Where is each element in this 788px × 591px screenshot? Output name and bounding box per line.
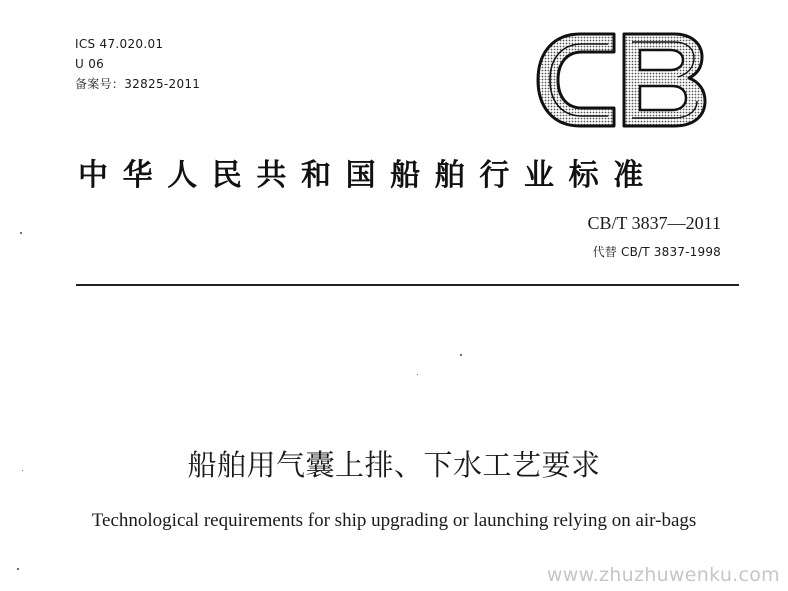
cb-standard-logo-icon [532, 30, 710, 130]
scan-speck [460, 354, 462, 356]
scan-speck [20, 232, 22, 234]
scan-speck [17, 568, 19, 570]
replaced-standard: 代替 CB/T 3837-1998 [592, 245, 721, 259]
classification-block [75, 34, 200, 94]
header-divider [76, 284, 739, 286]
class-code: U 06 [75, 57, 105, 71]
ics-code: ICS 47.020.01 [75, 37, 164, 51]
record-number: 备案号：32825-2011 [75, 77, 201, 91]
organization-title: 中华人民共和国船舶行业标准 [78, 158, 658, 193]
document-title-english: Technological requirements for ship upgrading or launching relying on air-bags [91, 510, 697, 531]
standard-number: CB/T 3837—2011 [587, 213, 721, 233]
document-title-chinese: 船舶用气囊上排、下水工艺要求 [187, 448, 601, 482]
scan-speck [417, 374, 418, 375]
site-watermark: www.zhuzhuwenku.com [546, 564, 780, 586]
